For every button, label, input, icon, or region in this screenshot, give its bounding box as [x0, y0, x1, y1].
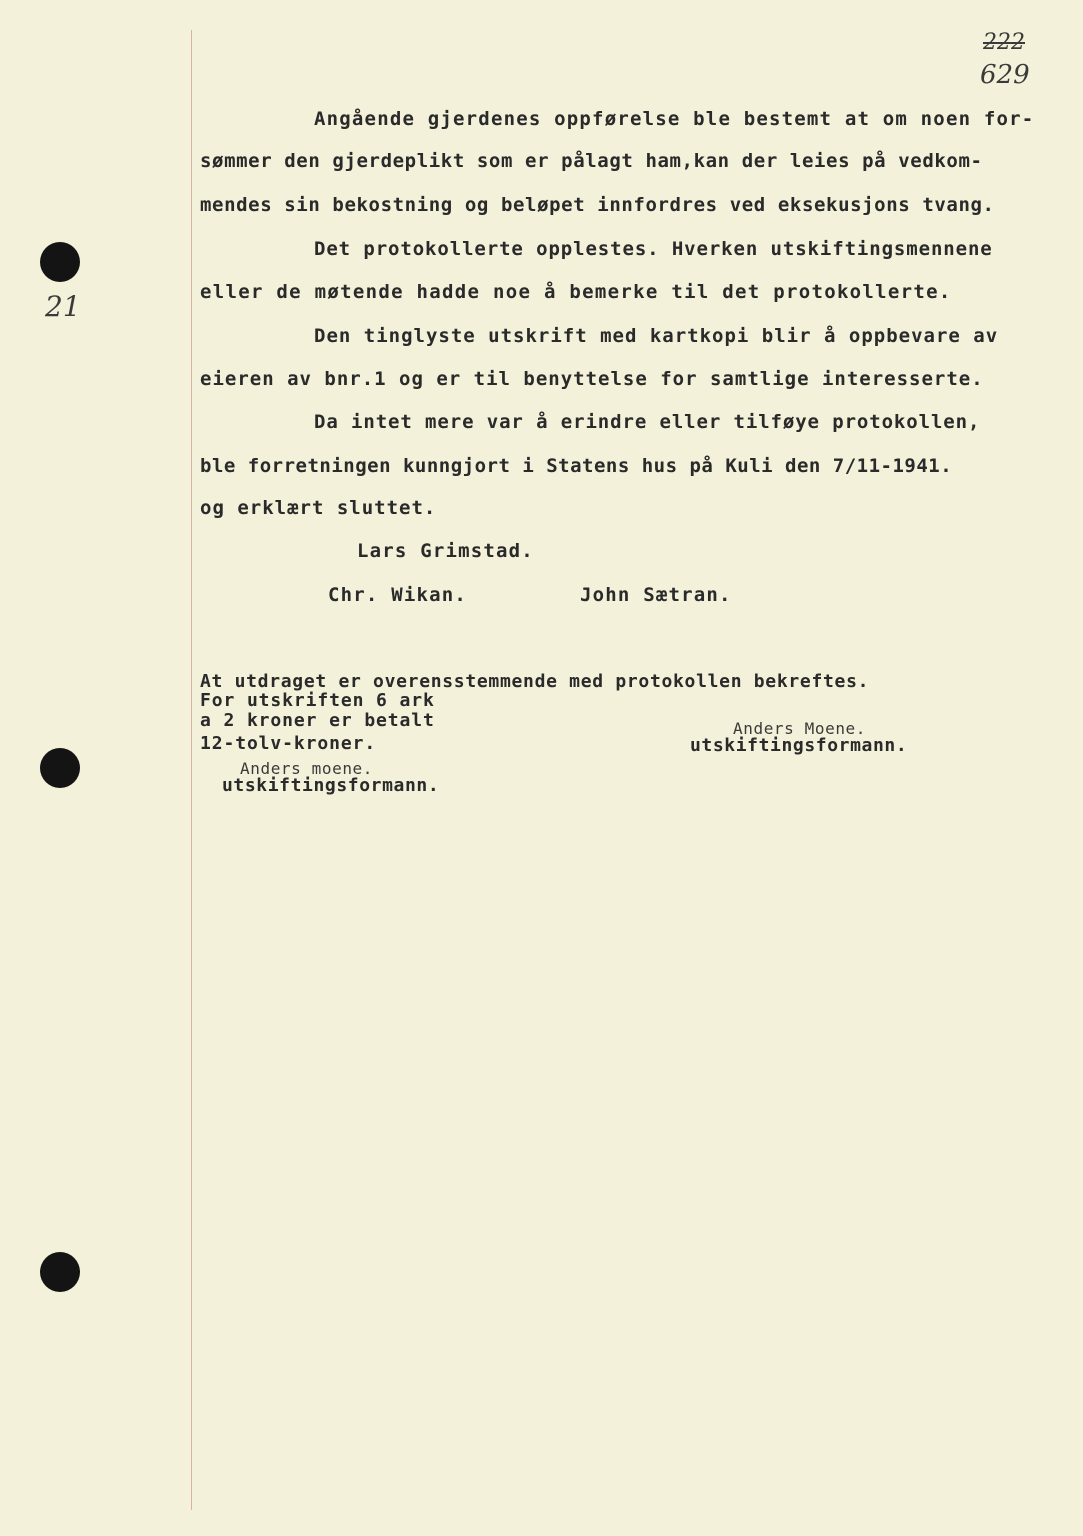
body-line-7: eieren av bnr.1 og er til benyttelse for samtlige interesserte. — [200, 368, 984, 390]
signature-john-saetran: John Sætran. — [580, 584, 732, 606]
certification-statement: At utdraget er overensstemmende med protokollen bekreftes. — [200, 671, 870, 692]
signature-chr-wikan: Chr. Wikan. — [328, 584, 468, 606]
page-number-struck: 222 — [983, 30, 1025, 55]
body-line-10: og erklært sluttet. — [200, 497, 437, 519]
margin-note: 21 — [45, 290, 81, 323]
body-line-8: Da intet mere var å erindre eller tilføye protokollen, — [314, 411, 981, 433]
body-line-6: Den tinglyste utskrift med kartkopi blir å oppbevare av — [314, 325, 999, 347]
fee-line-1: For utskriften 6 ark — [200, 690, 435, 711]
punch-hole-top — [40, 242, 80, 282]
signer-left-name: Anders moene. — [240, 759, 374, 778]
body-line-5: eller de møtende hadde noe å bemerke til det protokollerte. — [200, 281, 952, 303]
signature-lars-grimstad: Lars Grimstad. — [357, 540, 534, 562]
body-line-1: Angående gjerdenes oppførelse ble bestemt at om noen for- — [314, 108, 1035, 130]
page-number: 629 — [980, 60, 1030, 90]
signer-left-title: utskiftingsformann. — [222, 775, 440, 796]
body-line-2: sømmer den gjerdeplikt som er pålagt ham,kan der leies på vedkom- — [200, 150, 983, 172]
margin-rule — [191, 30, 192, 1510]
fee-line-3: 12-tolv-kroner. — [200, 733, 377, 754]
fee-line-2: a 2 kroner er betalt — [200, 710, 435, 731]
signer-right-name: Anders Moene. — [733, 719, 867, 738]
body-line-3: mendes sin bekostning og beløpet innfordres ved eksekusjons tvang. — [200, 194, 995, 216]
punch-hole-middle — [40, 748, 80, 788]
punch-hole-bottom — [40, 1252, 80, 1292]
signer-right-title: utskiftingsformann. — [690, 735, 908, 756]
body-line-9: ble forretningen kunngjort i Statens hus på Kuli den 7/11-1941. — [200, 455, 953, 477]
body-line-4: Det protokollerte opplestes. Hverken utskiftingsmennene — [314, 238, 993, 260]
